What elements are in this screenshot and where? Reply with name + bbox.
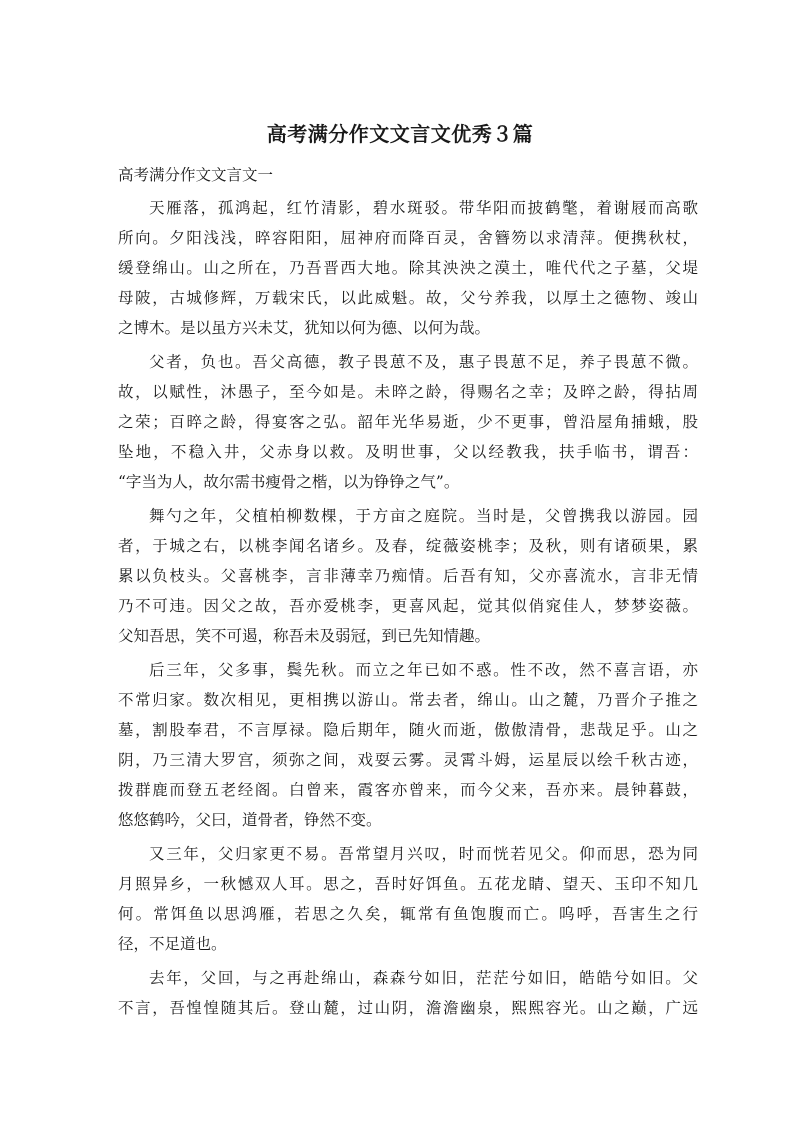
text-line: 父者，负也。吾父高德，教子畏葸不及，惠子畏葸不足，养子畏葸不微。 bbox=[149, 353, 698, 371]
text-line: 不言，吾惶惶随其后。登山麓，过山阴，澹澹幽泉，熙熙容光。山之巅，广远 bbox=[118, 999, 698, 1017]
paragraph bbox=[118, 193, 698, 343]
text-line: 阴，乃三清大罗宫，须弥之间，戏耍云雾。灵霄斗姆，运星辰以绘千秋古迹， bbox=[118, 751, 698, 769]
text-line: 故，以赋性，沐愚子，至今如是。未晬之龄，得赐名之幸；及晬之龄，得拈周 bbox=[118, 383, 698, 401]
text-line: 父知吾思，笑不可遏，称吾未及弱冠，到已先知情趣。 bbox=[118, 627, 491, 645]
text-line: 墓，割股奉君，不言厚禄。隐后期年，随火而逝，傲傲清骨，悲哉足乎。山之 bbox=[118, 721, 698, 739]
text-line: 者，于城之右，以桃李闻名诸乡。及春，绽薇姿桃李；及秋，则有诸硕果，累 bbox=[118, 537, 698, 555]
text-line: 天雁落，孤鸿起，红竹清影，碧水斑驳。带华阳而披鹤氅，着谢屐而高歌 bbox=[149, 199, 698, 217]
text-line: 累以负枝头。父喜桃李，言非薄幸乃痴情。后吾有知，父亦喜流水，言非无情 bbox=[118, 567, 698, 585]
text-line: 之博木。是以虽方兴未艾，犹知以何为德、以何为哉。 bbox=[118, 319, 491, 337]
section-heading: 高考满分作文文言文一 bbox=[118, 166, 274, 184]
paragraph bbox=[118, 839, 698, 959]
text-line: 母陂，古城修辉，万载宋氏，以此威魁。故，父兮养我，以厚土之德物、竣山 bbox=[118, 289, 698, 307]
text-line: 坠地，不稳入井，父赤身以救。及明世事，父以经教我，扶手临书，谓吾： bbox=[118, 443, 698, 461]
text-line: 悠悠鹤吟，父曰，道骨者，铮然不变。 bbox=[118, 811, 382, 829]
document-title: 高考满分作文文言文优秀３篇 bbox=[266, 122, 534, 146]
text-line: 又三年，父归家更不易。吾常望月兴叹，时而恍若见父。仰而思，恐为同 bbox=[149, 845, 698, 863]
document-body bbox=[118, 193, 698, 1027]
paragraph bbox=[118, 963, 698, 1023]
text-line: 径，不足道也。 bbox=[118, 935, 227, 953]
paragraph bbox=[118, 655, 698, 835]
paragraph bbox=[118, 501, 698, 651]
text-line: 月照异乡，一秋憾双人耳。思之，吾时好饵鱼。五花龙睛、望天、玉印不知几 bbox=[118, 875, 698, 893]
text-line: 拨群鹿而登五老经阁。白曾来，霞客亦曾来，而今父来，吾亦来。晨钟暮鼓， bbox=[118, 781, 698, 799]
text-line: 舞勺之年，父植柏柳数棵，于方亩之庭院。当时是，父曾携我以游园。园 bbox=[149, 507, 698, 525]
text-line: “字当为人，故尔需书瘦骨之楷，以为铮铮之气”。 bbox=[118, 473, 460, 491]
text-line: 何。常饵鱼以思鸿雁，若思之久矣，辄常有鱼饱腹而亡。呜呼，吾害生之行 bbox=[118, 905, 698, 923]
text-line: 缓登绵山。山之所在，乃吾晋西大地。除其泱泱之漠土，唯代代之子墓，父堤 bbox=[118, 259, 698, 277]
paragraph bbox=[118, 347, 698, 497]
text-line: 所向。夕阳浅浅，晬容阳阳，屈神府而降百灵，舍簪笏以求清萍。便携秋杖， bbox=[118, 229, 698, 247]
text-line: 乃不可违。因父之故，吾亦爱桃李，更喜风起，觉其似俏窕佳人，梦梦姿薇。 bbox=[118, 597, 698, 615]
text-line: 后三年，父多事，鬓先秋。而立之年已如不惑。性不改，然不喜言语，亦 bbox=[149, 661, 698, 679]
text-line: 去年，父回，与之再赴绵山，森森兮如旧，茫茫兮如旧，皓皓兮如旧。父 bbox=[149, 969, 698, 987]
text-line: 不常归家。数次相见，更相携以游山。常去者，绵山。山之麓，乃晋介子推之 bbox=[118, 691, 698, 709]
text-line: 之荣；百晬之龄，得宴客之弘。韶年光华易逝，少不更事，曾沿屋角捕蛾，股 bbox=[118, 413, 698, 431]
